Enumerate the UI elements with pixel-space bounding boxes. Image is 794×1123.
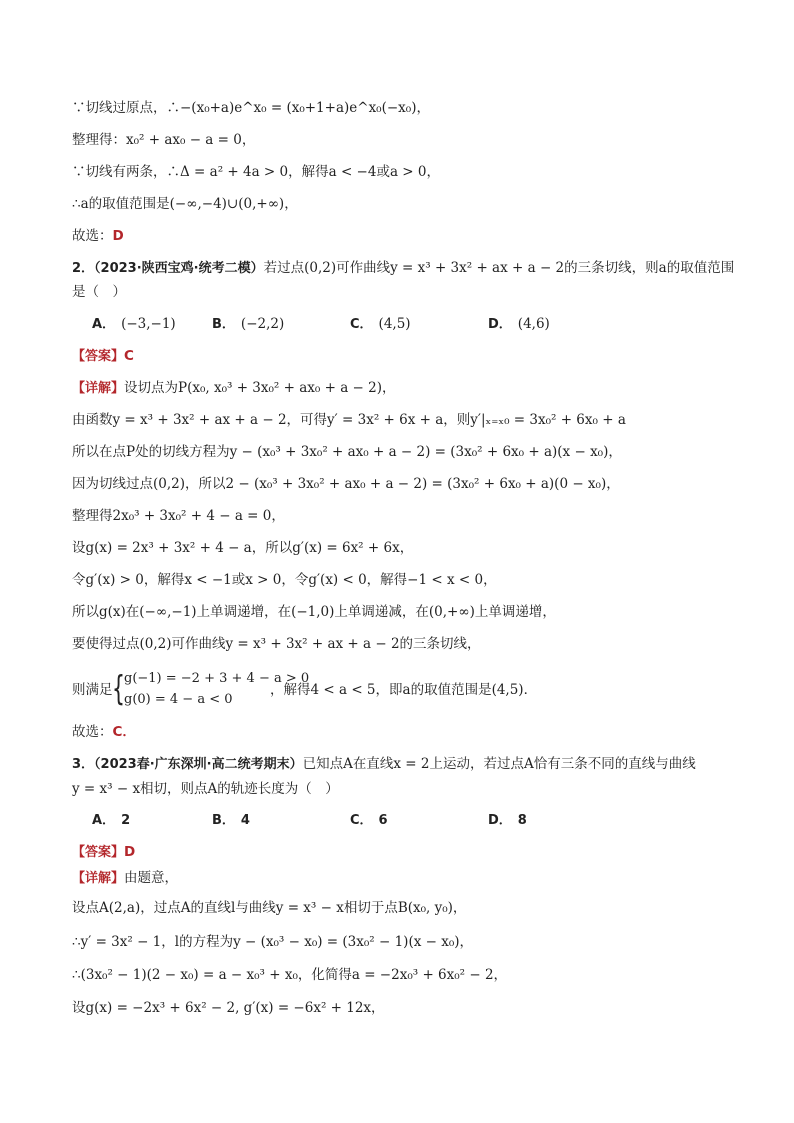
answer-value: C bbox=[124, 348, 134, 364]
solution-line: ∴(3x₀² − 1)(2 − x₀) = a − x₀³ + x₀，化简得a = −2x₀³ + 6x₀² − 2， bbox=[72, 967, 508, 983]
detail-line: 【详解】由题意， bbox=[72, 870, 179, 886]
option-d: D． 8 bbox=[488, 813, 527, 828]
solution-line: 由函数y = x³ + 3x² + ax + a − 2，可得y′ = 3x² + 6x + a，则y′|ₓ₌ₓ₀ = 3x₀² + 6x₀ + a bbox=[72, 412, 626, 428]
question-number: 3． bbox=[72, 757, 95, 772]
answer-value: D bbox=[124, 844, 136, 860]
question-stem bbox=[72, 258, 734, 279]
solution-line: 所以g(x)在(−∞,−1)上单调递增，在(−1,0)上单调递减，在(0,+∞)上单调递增， bbox=[72, 604, 556, 620]
detail-tag: 【详解】 bbox=[72, 871, 125, 886]
option-b: B． 4 bbox=[212, 813, 250, 828]
choice-line bbox=[72, 226, 734, 246]
option-a: A． 2 bbox=[92, 813, 131, 828]
solution-line: 设g(x) = −2x³ + 6x² − 2, g′(x) = −6x² + 12x， bbox=[72, 1000, 385, 1016]
choice-value: C． bbox=[112, 724, 136, 740]
question-number: 2． bbox=[72, 261, 95, 276]
solution-line: 所以在点P处的切线方程为y − (x₀³ + 3x₀² + ax₀ + a − 2) = (3x₀² + 6x₀ + a)(x − x₀)， bbox=[72, 444, 622, 460]
question-source: （2023·陕西宝鸡·统考二模） bbox=[94, 261, 264, 276]
answer-tag: 【答案】 bbox=[72, 349, 125, 364]
solution-line: ∵切线有两条，∴Δ = a² + 4a > 0，解得a < −4或a > 0， bbox=[72, 164, 440, 180]
answer-line bbox=[72, 346, 734, 367]
system-row: g(−1) = −2 + 3 + 4 − a > 0 bbox=[124, 671, 310, 686]
question-source: （2023春·广东深圳·高二统考期末） bbox=[94, 757, 303, 772]
inequality-system bbox=[110, 668, 310, 710]
option-c: C． 6 bbox=[350, 813, 388, 828]
solution-line: 设g(x) = 2x³ + 3x² + 4 − a，所以g′(x) = 6x² + 6x， bbox=[72, 540, 414, 556]
solution-line: ∵切线过原点，∴−(x₀+a)e^x₀ = (x₀+1+a)e^x₀(−x₀)， bbox=[72, 100, 430, 116]
choice-prefix: 故选： bbox=[72, 228, 113, 244]
solution-line: 设点A(2,a)，过点A的直线l与曲线y = x³ − x相切于点B(x₀, y₀)， bbox=[72, 900, 467, 916]
choice-value: D bbox=[112, 228, 124, 244]
stem-text: 已知点A在直线x = 2上运动，若过点A恰有三条不同的直线与曲线 bbox=[302, 756, 696, 772]
solution-line: ∴y′ = 3x² − 1，l的方程为y − (x₀³ − x₀) = (3x₀² − 1)(x − x₀)， bbox=[72, 934, 474, 950]
stem-text: 若过点(0,2)可作曲线y = x³ + 3x² + ax + a − 2的三条切线，则a的取值范围 bbox=[263, 260, 735, 276]
question-stem-cont: 是（ ） bbox=[72, 284, 126, 300]
choice-line bbox=[72, 722, 734, 742]
system-prefix: 则满足 bbox=[72, 682, 113, 698]
solution-line: 令g′(x) > 0，解得x < −1或x > 0，令g′(x) < 0，解得−1 < x < 0， bbox=[72, 572, 497, 588]
system-row: g(0) = 4 − a < 0 bbox=[124, 692, 233, 707]
answer-tag: 【答案】 bbox=[72, 845, 125, 860]
answer-line bbox=[72, 842, 734, 863]
option-b: B． (−2,2) bbox=[212, 316, 285, 332]
option-a: A． (−3,−1) bbox=[92, 316, 176, 332]
question-stem bbox=[72, 754, 734, 775]
solution-line: 整理得：x₀² + ax₀ − a = 0， bbox=[72, 132, 256, 148]
choice-prefix: 故选： bbox=[72, 724, 113, 740]
solution-line: 要使得过点(0,2)可作曲线y = x³ + 3x² + ax + a − 2的三条切线， bbox=[72, 636, 481, 652]
question-stem-cont: y = x³ − x相切，则点A的轨迹长度为（ ） bbox=[72, 781, 339, 797]
option-c: C． (4,5) bbox=[350, 316, 411, 332]
option-d: D． (4,6) bbox=[488, 316, 550, 332]
brace-symbol: { bbox=[112, 669, 125, 709]
solution-line: 整理得2x₀³ + 3x₀² + 4 − a = 0， bbox=[72, 508, 285, 524]
system-suffix: ，解得4 < a < 5，即a的取值范围是(4,5)． bbox=[270, 682, 538, 698]
solution-line: 因为切线过点(0,2)，所以2 − (x₀³ + 3x₀² + ax₀ + a − 2) = (3x₀² + 6x₀ + a)(0 − x₀)， bbox=[72, 476, 620, 492]
detail-line: 【详解】设切点为P(x₀, x₀³ + 3x₀² + ax₀ + a − 2)， bbox=[72, 380, 396, 396]
solution-line: ∴a的取值范围是(−∞,−4)∪(0,+∞)， bbox=[72, 196, 298, 212]
detail-tag: 【详解】 bbox=[72, 381, 125, 396]
